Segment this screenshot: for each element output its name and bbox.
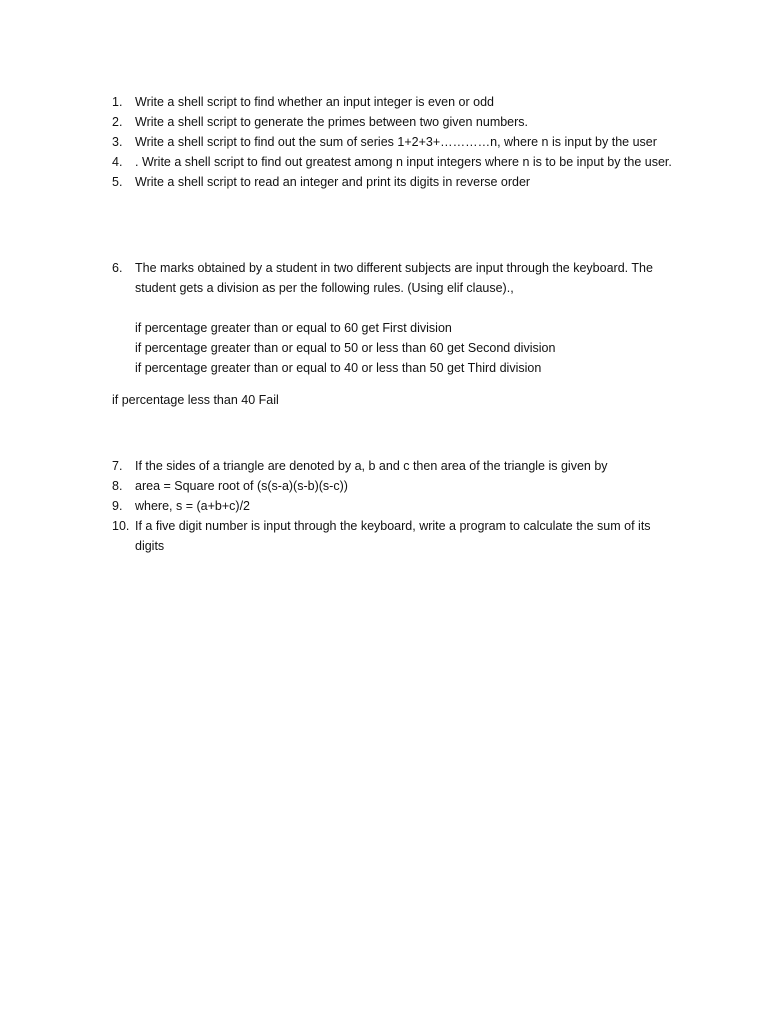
item-number: 3. [112, 135, 123, 149]
fail-rule-line: if percentage less than 40 Fail [112, 393, 279, 407]
rule-line: if percentage greater than or equal to 40 or less than 50 get Third division [135, 361, 542, 375]
item-text: Write a shell script to find whether an input integer is even or odd [135, 95, 494, 109]
item-number: 4. [112, 155, 123, 169]
list-item [112, 258, 672, 298]
item-number: 6. [112, 261, 123, 275]
item-number: 1. [112, 95, 123, 109]
item-text: Write a shell script to generate the primes between two given numbers. [135, 115, 529, 129]
item-number: 5. [112, 175, 123, 189]
rule-line: if percentage greater than or equal to 50 or less than 60 get Second division [135, 341, 556, 355]
item-text: Write a shell script to read an integer and print its digits in reverse order [135, 175, 531, 189]
list-item [112, 132, 672, 152]
list-item [112, 172, 672, 192]
item-text: . Write a shell script to find out greatest among n input integers where n is to be input by the user. [135, 155, 672, 169]
item-number: 2. [112, 115, 123, 129]
item-number: 10. [112, 519, 130, 533]
item-text: Write a shell script to find out the sum of series 1+2+3+…………n, where n is input by the user [135, 135, 657, 149]
list-item [112, 476, 672, 496]
item-text: The marks obtained by a student in two different subjects are input through the keyboard. The student gets a division as per the following rules. (Using elif clause)., [135, 261, 653, 295]
item-number: 9. [112, 499, 123, 513]
question-list-1-5 [112, 92, 672, 192]
item-text: If the sides of a triangle are denoted by a, b and c then area of the triangle is given by [135, 459, 608, 473]
list-item [112, 496, 672, 516]
item-text: where, s = (a+b+c)/2 [135, 499, 250, 513]
list-item [112, 152, 672, 172]
list-item [112, 92, 672, 112]
list-item [112, 112, 672, 132]
division-rules [135, 318, 555, 378]
item-text: If a five digit number is input through the keyboard, write a program to calculate the sum of its digits [135, 519, 651, 553]
item-text: area = Square root of (s(s-a)(s-b)(s-c)) [135, 479, 348, 493]
item-number: 7. [112, 459, 123, 473]
question-list-6 [112, 258, 672, 298]
question-list-7-10 [112, 456, 672, 556]
item-number: 8. [112, 479, 123, 493]
list-item [112, 516, 672, 556]
rule-line: if percentage greater than or equal to 60 get First division [135, 321, 452, 335]
list-item [112, 456, 672, 476]
